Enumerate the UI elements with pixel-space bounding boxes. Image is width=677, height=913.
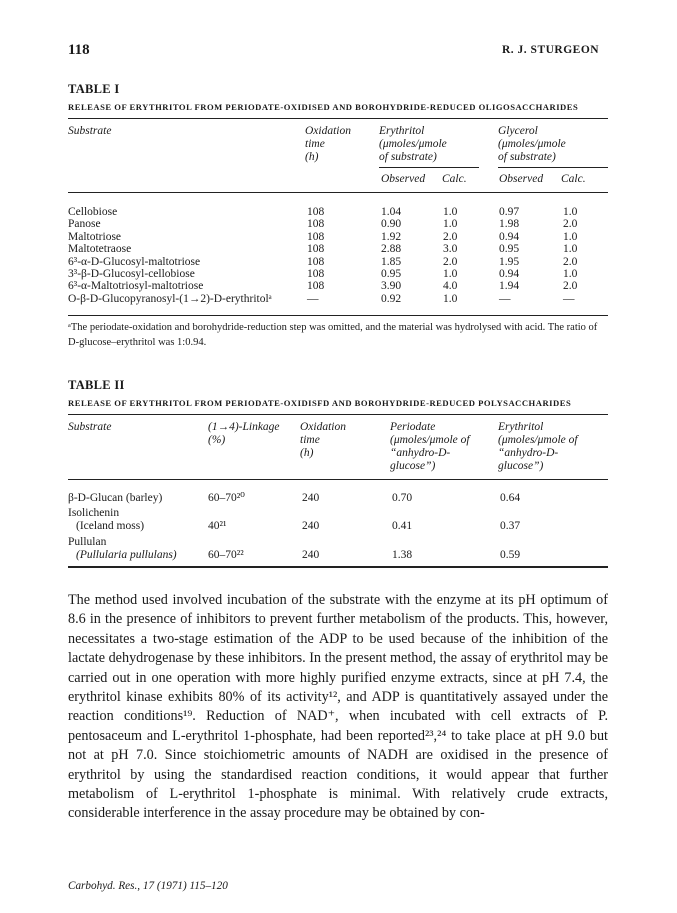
table1-cell-ery-observed: 0.92 xyxy=(381,292,402,305)
table2-cell-erythritol: 0.37 xyxy=(500,520,521,532)
table2-cell-time: 240 xyxy=(302,520,320,532)
table2-cell-linkage: 60–70²² xyxy=(208,549,244,561)
table1-header-ery-observed: Observed xyxy=(381,173,426,185)
table1-cell-gly-calc: 1.0 xyxy=(563,230,578,243)
table1-header-erythritol: Erythritol (μmoles/μmole of substrate) xyxy=(379,125,447,163)
table1-cell-ery-observed: 3.90 xyxy=(381,280,402,293)
table2-cell-periodate: 1.38 xyxy=(392,549,413,561)
table1-cell-gly-observed: — xyxy=(499,292,511,305)
table1-cell-substrate: Panose xyxy=(68,218,101,231)
table1-cell-time: 108 xyxy=(307,268,325,280)
table1-cell-ery-calc: 1.0 xyxy=(443,292,458,305)
table1-cell-substrate: 3³-β-D-Glucosyl-cellobiose xyxy=(68,268,195,280)
table1-cell-gly-calc: 1.0 xyxy=(563,243,578,256)
table1-cell-substrate: 6³-α-Maltotriosyl-maltotriose xyxy=(68,280,204,293)
table2-cell-linkage: 40²¹ xyxy=(208,520,227,532)
table1-header-glycerol: Glycerol (μmoles/μmole of substrate) xyxy=(498,125,566,163)
table1-cell-gly-calc: 2.0 xyxy=(563,218,578,231)
table1-cell-ery-observed: 2.88 xyxy=(381,243,402,256)
table1-cell-ery-calc: 1.0 xyxy=(443,218,458,231)
table1-glycerol-subrule xyxy=(498,167,608,168)
table1-cell-substrate: Maltotetraose xyxy=(68,243,132,256)
table2-header-oxidation: Oxidation time (h) xyxy=(300,421,346,459)
table1-footnote: ᵃThe periodate-oxidation and borohydride-reduction step was omitted, and the material was hydrolysed with acid. The ratio of D-glucose–erythritol was 1:0.94. xyxy=(68,322,598,348)
table2-header-substrate: Substrate xyxy=(68,421,112,433)
table2-cell-substrate: Isolichenin xyxy=(68,507,120,519)
table1-cell-substrate: Cellobiose xyxy=(68,206,118,218)
table1-cell-gly-calc: 2.0 xyxy=(563,255,578,268)
table1-cell-time: 108 xyxy=(307,230,325,243)
table1-cell-ery-calc: 2.0 xyxy=(443,230,458,243)
table1-cell-gly-observed: 1.94 xyxy=(499,280,520,293)
table1-top-rule xyxy=(68,118,608,119)
running-head: R. J. STURGEON xyxy=(502,44,600,56)
table2-header-erythritol: Erythritol (μmoles/μmole of “anhydro-D- glucose”) xyxy=(498,421,578,472)
table1-header-ery-calc: Calc. xyxy=(442,173,467,185)
table2-cell-time: 240 xyxy=(302,549,320,561)
table1-cell-substrate: O-β-D-Glucopyranosyl-(1→2)-D-erythritolᵃ xyxy=(68,292,272,305)
table1-header-gly-observed: Observed xyxy=(499,173,544,185)
table2-cell-substrate: (Pullularia pullulans) xyxy=(76,549,177,561)
table1-cell-gly-observed: 0.95 xyxy=(499,243,520,256)
table1-cell-gly-calc: — xyxy=(563,292,575,305)
table2-label: TABLE II xyxy=(68,378,125,392)
table1-cell-ery-calc: 3.0 xyxy=(443,243,458,256)
table1-caption: RELEASE OF ERYTHRITOL FROM PERIODATE-OXIDISED AND BOROHYDRIDE-REDUCED OLIGOSACCHARIDES xyxy=(68,102,579,112)
table1-cell-gly-observed: 0.94 xyxy=(499,268,520,280)
table2-cell-erythritol: 0.59 xyxy=(500,549,521,561)
table1-cell-gly-observed: 0.94 xyxy=(499,230,520,243)
table1-cell-gly-observed: 1.98 xyxy=(499,218,520,231)
table2-caption: RELEASE OF ERYTHRITOL FROM PERIODATE-OXIDISFD AND BOROHYDRIDE-REDUCED POLYSACCHARIDES xyxy=(68,398,572,408)
table1-cell-substrate: Maltotriose xyxy=(68,230,122,243)
table1-cell-gly-observed: 0.97 xyxy=(499,206,520,218)
table1-bottom-rule xyxy=(68,315,608,316)
table1-cell-time: 108 xyxy=(307,255,325,268)
table2-cell-substrate: (Iceland moss) xyxy=(76,520,145,532)
table2-cell-periodate: 0.70 xyxy=(392,492,413,504)
table1-label: TABLE I xyxy=(68,82,120,96)
table1-header-gly-calc: Calc. xyxy=(561,173,586,185)
table1-cell-ery-calc: 1.0 xyxy=(443,206,458,218)
table1-cell-ery-observed: 1.85 xyxy=(381,255,402,268)
table1-cell-time: 108 xyxy=(307,243,325,256)
table1-cell-ery-observed: 0.90 xyxy=(381,218,402,231)
table2-header-periodate: Periodate (μmoles/μmole of “anhydro-D- glucose”) xyxy=(390,421,470,472)
table2-cell-erythritol: 0.64 xyxy=(500,492,521,504)
journal-citation: Carbohyd. Res., 17 (1971) 115–120 xyxy=(68,880,228,892)
page-number: 118 xyxy=(68,42,90,58)
table1-cell-ery-observed: 1.92 xyxy=(381,230,402,243)
table2-header-rule xyxy=(68,479,608,480)
table1-cell-gly-observed: 1.95 xyxy=(499,255,520,268)
table1-header-substrate: Substrate xyxy=(68,125,112,137)
table2-bottom-rule xyxy=(68,566,608,568)
table1-header-oxidation: Oxidation time (h) xyxy=(305,125,351,163)
table1-header-rule xyxy=(68,192,608,193)
table1-cell-time: 108 xyxy=(307,218,325,231)
table1-cell-ery-observed: 1.04 xyxy=(381,206,402,218)
table2-cell-time: 240 xyxy=(302,492,320,504)
table1-cell-gly-calc: 1.0 xyxy=(563,268,578,280)
table1-cell-time: 108 xyxy=(307,206,325,218)
table1-cell-ery-calc: 1.0 xyxy=(443,268,458,280)
table2-top-rule xyxy=(68,414,608,415)
table1-cell-gly-calc: 1.0 xyxy=(563,206,578,218)
table2-cell-periodate: 0.41 xyxy=(392,520,413,532)
body-paragraph: The method used involved incubation of the substrate with the enzyme at its pH optimum of 8.6 in the presence of inhibitors to prevent further metabolism of the products. This, however, necessitates a two-stage estimation of the ADP to be used because of the inhibition of the lactate dehydrogenase by these inhibitors. In the present method, the assay of erythritol may be carried out in one operation with more highly purified enzyme extracts, since at pH 7.4, the erythritol kinase exhibits 80% of its activity¹², and ADP is quantitatively assayed under the reaction conditions¹⁹. Reduction of NAD⁺, when incubated with cell extracts of P. pentosaceum and L-erythritol 1-phosphate, had been reported²³,²⁴ to take place at pH 9.0 but not at pH 7.0. Since stoichiometric amounts of NADH are oxidised in the presence of erythritol by using the standardised reaction conditions, it would appear that further metabolism of L-erythritol 1-phosphate is minimal. With relatively crude extracts, considerable interference in the assay procedure may be obtained by con- xyxy=(68,592,608,822)
table1-cell-time: — xyxy=(307,292,319,305)
table1-cell-time: 108 xyxy=(307,280,325,293)
table1-cell-ery-calc: 4.0 xyxy=(443,280,458,293)
table1-erythritol-subrule xyxy=(379,167,479,168)
table1-cell-gly-calc: 2.0 xyxy=(563,280,578,293)
table1-cell-ery-observed: 0.95 xyxy=(381,268,402,280)
table2-cell-substrate: β-D-Glucan (barley) xyxy=(68,492,163,504)
table2-cell-linkage: 60–70²⁰ xyxy=(208,492,245,504)
table1-cell-substrate: 6³-α-D-Glucosyl-maltotriose xyxy=(68,255,201,268)
table2-header-linkage: (1→4)-Linkage (%) xyxy=(208,421,280,446)
table1-cell-ery-calc: 2.0 xyxy=(443,255,458,268)
table2-cell-substrate: Pullulan xyxy=(68,536,107,548)
